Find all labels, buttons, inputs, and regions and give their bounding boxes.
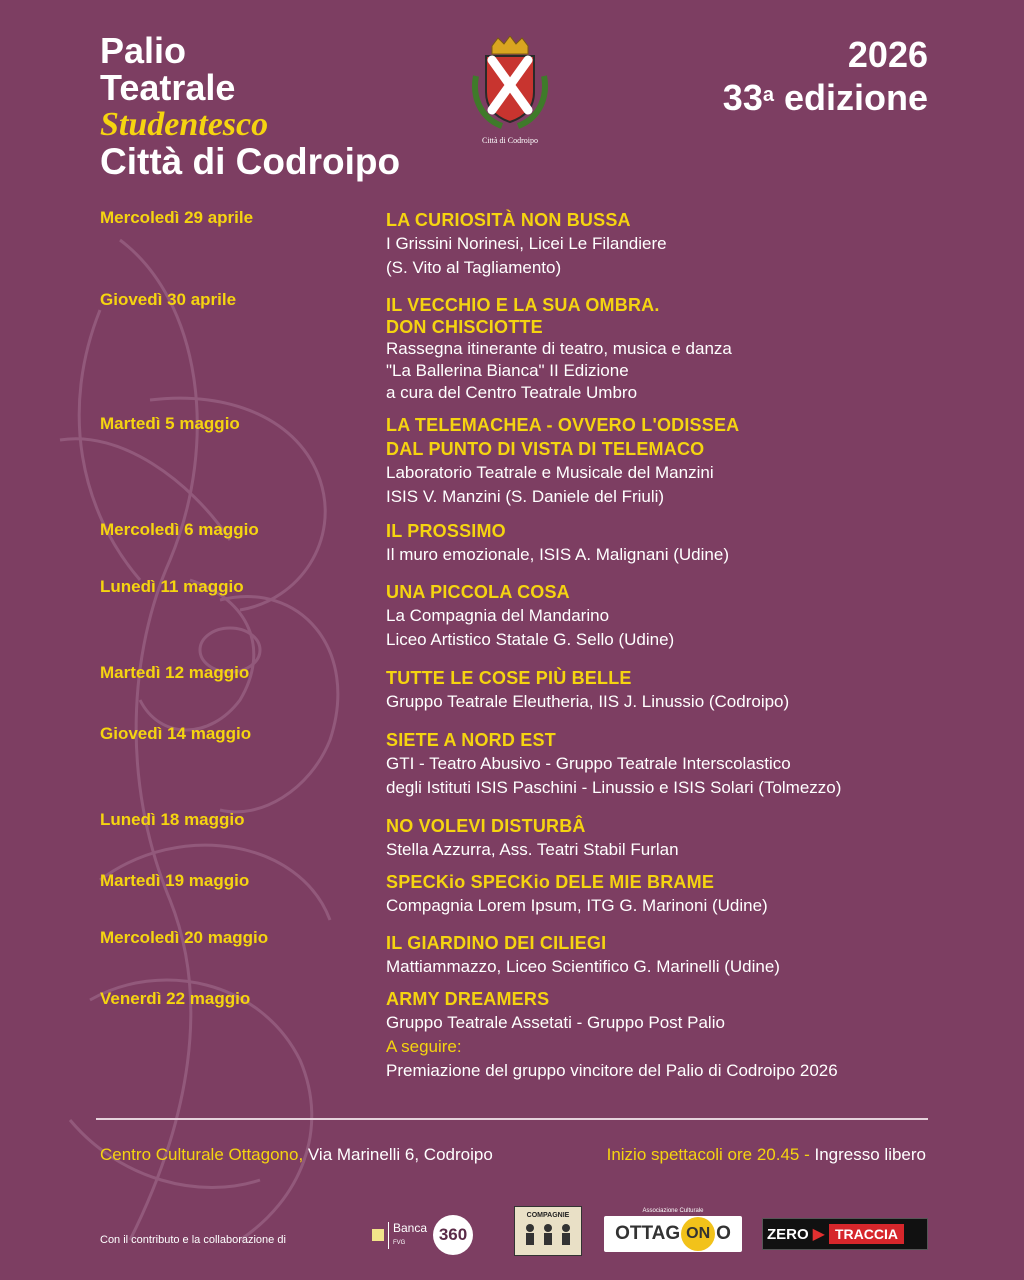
ottagono-logo: Associazione Culturale OTTAG ON O <box>604 1208 742 1256</box>
event-date: Giovedì 30 aprile <box>100 290 237 309</box>
event-entry <box>386 814 946 862</box>
event-title: UNA PICCOLA COSA <box>386 582 570 602</box>
venue-address: Via Marinelli 6, Codroipo <box>303 1145 493 1164</box>
event-date: Mercoledì 6 maggio <box>100 520 259 539</box>
event-title: DAL PUNTO DI VISTA DI TELEMACO <box>386 439 705 459</box>
zero-traccia-logo: ZERO ▶ TRACCIA <box>762 1218 928 1250</box>
title-line-teatrale: Teatrale <box>100 67 236 108</box>
event-company: I Grissini Norinesi, Licei Le Filandiere <box>386 234 667 253</box>
event-title: IL GIARDINO DEI CILIEGI <box>386 933 607 953</box>
event-entry <box>386 870 946 918</box>
event-company: GTI - Teatro Abusivo - Gruppo Teatrale Interscolastico <box>386 754 791 773</box>
year: 2026 <box>847 34 928 75</box>
sponsor-credit: Con il contributo e la collaborazione di <box>100 1234 286 1246</box>
event-company: La Compagnia del Mandarino <box>386 606 610 625</box>
event-date: Mercoledì 20 maggio <box>100 928 269 947</box>
title-line-studentesco: Studentesco <box>100 106 269 143</box>
event-title: IL PROSSIMO <box>386 521 506 541</box>
event-date: Mercoledì 29 aprile <box>100 208 254 227</box>
event-title: LA TELEMACHEA - OVVERO L'ODISSEA <box>386 415 740 435</box>
event-date: Martedì 12 maggio <box>100 663 250 682</box>
event-entry <box>386 208 946 280</box>
event-entry <box>386 987 946 1083</box>
compagnie-logo: COMPAGNIE <box>514 1206 582 1256</box>
showtime-info <box>607 1145 926 1165</box>
event-entry <box>386 413 946 509</box>
event-company: Mattiammazzo, Liceo Scientifico G. Marinelli (Udine) <box>386 957 780 976</box>
event-date: Martedì 19 maggio <box>100 871 250 890</box>
event-date: Venerdì 22 maggio <box>100 989 251 1008</box>
event-date: Giovedì 14 maggio <box>100 724 252 743</box>
edition-block <box>723 33 928 119</box>
event-title: SPECKio SPECKio DELE MIE BRAME <box>386 872 715 892</box>
event-company: (S. Vito al Tagliamento) <box>386 258 562 277</box>
city-crest <box>462 36 558 154</box>
footer-divider <box>96 1118 928 1120</box>
event-date: Lunedì 18 maggio <box>100 810 245 829</box>
ottagono-on-badge: ON <box>681 1217 715 1251</box>
event-title: ARMY DREAMERS <box>386 989 550 1009</box>
crest-caption: Città di Codroipo <box>482 136 538 145</box>
event-company: Il muro emozionale, ISIS A. Malignani (Udine) <box>386 545 729 564</box>
play-icon: ▶ <box>812 1226 825 1243</box>
event-company: Stella Azzurra, Ass. Teatri Stabil Furlan <box>386 840 679 859</box>
event-title: DON CHISCIOTTE <box>386 317 543 337</box>
event-company: Rassegna itinerante di teatro, musica e danza <box>386 339 732 358</box>
banca-360-logo: Banca FVG 360 <box>372 1212 490 1258</box>
event-company: a cura del Centro Teatrale Umbro <box>386 383 638 402</box>
banca-360-badge: 360 <box>433 1215 473 1255</box>
event-company: Gruppo Teatrale Assetati - Gruppo Post Palio <box>386 1013 725 1032</box>
event-date: Martedì 5 maggio <box>100 414 240 433</box>
title-line-citta: Città di Codroipo <box>100 141 401 182</box>
edition: 33$^a$ edizione <box>722 77 928 118</box>
event-entry <box>386 519 946 567</box>
event-entry <box>386 931 946 979</box>
crest-icon <box>462 36 558 134</box>
event-title: NO VOLEVI DISTURBÂ <box>386 816 586 836</box>
event-date: Lunedì 11 maggio <box>100 577 244 596</box>
venue-info <box>100 1145 493 1165</box>
event-extra-label: A seguire: <box>386 1037 462 1056</box>
edition-superscript: a <box>762 84 774 106</box>
event-entry <box>386 580 946 652</box>
event-entry <box>386 294 946 404</box>
event-company: degli Istituti ISIS Paschini - Linussio e ISIS Solari (Tolmezzo) <box>386 778 842 797</box>
event-company: ISIS V. Manzini (S. Daniele del Friuli) <box>386 487 665 506</box>
title-line-palio: Palio <box>100 30 187 71</box>
start-time: Inizio spettacoli ore 20.45 - <box>606 1145 810 1164</box>
event-company: "La Ballerina Bianca" II Edizione <box>386 361 629 380</box>
event-entry <box>386 728 946 800</box>
event-company: Compagnia Lorem Ipsum, ITG G. Marinoni (Udine) <box>386 896 768 915</box>
event-company: Laboratorio Teatrale e Musicale del Manzini <box>386 463 714 482</box>
event-title: SIETE A NORD EST <box>386 730 556 750</box>
event-entry <box>386 666 946 714</box>
compagnie-figures-icon <box>520 1220 576 1246</box>
entry-info: Ingresso libero <box>809 1145 926 1164</box>
event-title: TUTTE LE COSE PIÙ BELLE <box>386 668 632 688</box>
event-title: IL VECCHIO E LA SUA OMBRA. <box>386 295 660 315</box>
venue-name: Centro Culturale Ottagono, <box>100 1145 304 1164</box>
event-title: LA CURIOSITÀ NON BUSSA <box>386 210 631 230</box>
festival-title <box>100 32 400 180</box>
event-extra-line: Premiazione del gruppo vincitore del Palio di Codroipo 2026 <box>386 1061 838 1080</box>
banca-square-icon <box>372 1229 384 1241</box>
event-company: Gruppo Teatrale Eleutheria, IIS J. Linussio (Codroipo) <box>386 692 790 711</box>
event-company: Liceo Artistico Statale G. Sello (Udine) <box>386 630 675 649</box>
